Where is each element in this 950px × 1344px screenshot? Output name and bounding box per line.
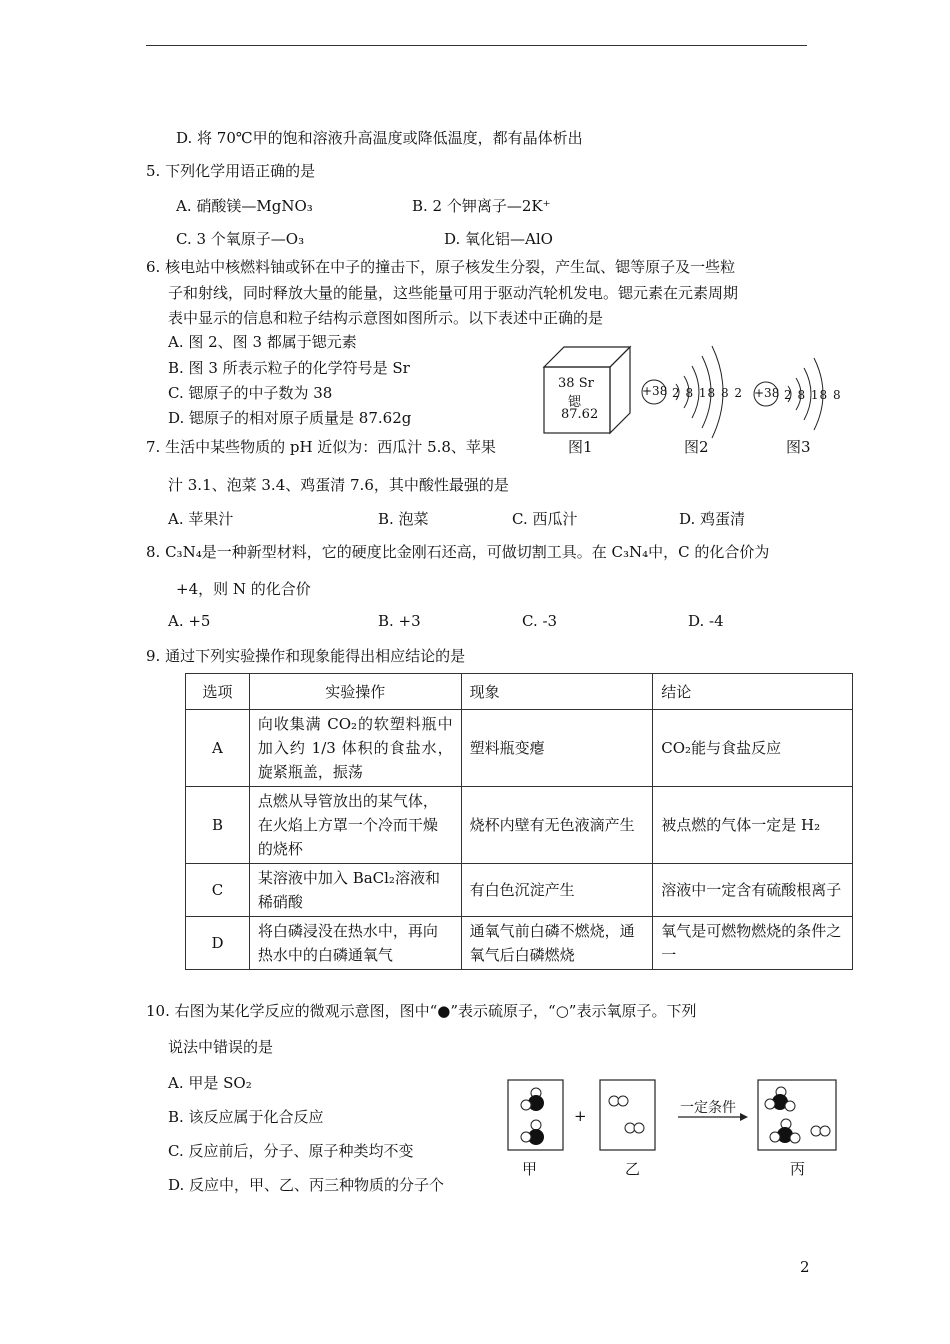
- q5-stem: 5. 下列化学用语正确的是: [146, 162, 316, 180]
- q8-option-b: B. +3: [378, 612, 421, 630]
- table-cell-operation: 某溶液中加入 BaCl₂溶液和稀硝酸: [249, 864, 461, 917]
- q7-option-c: C. 西瓜汁: [512, 510, 578, 528]
- table-cell-conclusion: 被点燃的气体一定是 H₂: [653, 787, 853, 864]
- box-yi: [600, 1080, 655, 1150]
- q10-stem-line2: 说法中错误的是: [168, 1038, 274, 1056]
- table-row: [186, 864, 853, 917]
- q8-stem-line2: +4，则 N 的化合价: [176, 580, 311, 598]
- table-cell-phenomenon: 有白色沉淀产生: [461, 864, 653, 917]
- q7-option-b: B. 泡菜: [378, 510, 429, 528]
- q6-option-a: A. 图 2、图 3 都属于锶元素: [168, 333, 357, 351]
- oxygen-atom: [634, 1123, 644, 1133]
- oxygen-atom: [531, 1120, 541, 1130]
- q10-stem-line1: 10. 右图为某化学反应的微观示意图，图中“●”表示硫原子，“○”表示氧原子。下列: [146, 1002, 697, 1020]
- table-cell-phenomenon: 通氧气前白磷不燃烧，通氧气后白磷燃烧: [461, 917, 653, 970]
- table-cell-option: D: [186, 917, 250, 970]
- header-rule: [146, 45, 807, 46]
- table-cell-conclusion: 氧气是可燃物燃烧的条件之一: [653, 917, 853, 970]
- ion-nucleus-charge: +38: [754, 386, 780, 400]
- q8-option-c: C. -3: [522, 612, 558, 630]
- q7-option-d: D. 鸡蛋清: [679, 510, 746, 528]
- table-cell-conclusion: CO₂能与食盐反应: [653, 710, 853, 787]
- oxygen-atom: [521, 1100, 531, 1110]
- oxygen-atom: [790, 1133, 800, 1143]
- table-cell-conclusion: 溶液中一定含有硫酸根离子: [653, 864, 853, 917]
- q5-option-c: C. 3 个氧原子—O₃: [176, 230, 305, 248]
- table-header-cell: 现象: [461, 674, 653, 710]
- label-yi: 乙: [625, 1160, 641, 1178]
- q9-stem: 9. 通过下列实验操作和现象能得出相应结论的是: [146, 647, 466, 665]
- plus-sign: +: [574, 1107, 587, 1125]
- oxygen-atom: [521, 1132, 531, 1142]
- q6-option-c: C. 锶原子的中子数为 38: [168, 384, 333, 402]
- table-header-cell: 实验操作: [249, 674, 461, 710]
- figure-1-label: 图1: [568, 438, 593, 456]
- table-cell-operation: 将白磷浸没在热水中，再向热水中的白磷通氧气: [249, 917, 461, 970]
- q6-option-d: D. 锶原子的相对原子质量是 87.62g: [168, 409, 412, 427]
- q7-option-a: A. 苹果汁: [168, 510, 234, 528]
- label-jia: 甲: [522, 1160, 538, 1178]
- atom-shell-electrons: 2 8 18 8 2: [672, 386, 744, 400]
- atom-nucleus-charge: +38: [642, 384, 668, 398]
- q6-stem-line2: 子和射线，同时释放大量的能量，这些能量可用于驱动汽轮机发电。锶元素在元素周期: [168, 284, 739, 302]
- q8-stem-line1: 8. C₃N₄是一种新型材料，它的硬度比金刚石还高，可做切割工具。在 C₃N₄中，C 的化合价为: [146, 543, 770, 561]
- figure-3-label: 图3: [786, 438, 811, 456]
- q10-option-b: B. 该反应属于化合反应: [168, 1108, 324, 1126]
- oxygen-atom: [820, 1126, 830, 1136]
- q5-option-b: B. 2 个钾离子—2K⁺: [412, 197, 551, 215]
- oxygen-atom: [618, 1096, 628, 1106]
- q5-option-d: D. 氧化铝—AlO: [444, 230, 553, 248]
- oxygen-atom: [770, 1132, 780, 1142]
- q6-stem-line3: 表中显示的信息和粒子结构示意图如图所示。以下表述中正确的是: [168, 309, 604, 327]
- table-row: [186, 917, 853, 970]
- table-cell-option: B: [186, 787, 250, 864]
- element-number: 38: [558, 376, 575, 391]
- element-cell-figure: [542, 345, 634, 437]
- figure-2-label: 图2: [684, 438, 709, 456]
- q5-option-a: A. 硝酸镁—MgNO₃: [176, 197, 313, 215]
- ion-shell-electrons: 2 8 18 8: [784, 388, 842, 402]
- table-cell-option: C: [186, 864, 250, 917]
- table-cell-phenomenon: 塑料瓶变瘪: [461, 710, 653, 787]
- oxygen-atom: [765, 1099, 775, 1109]
- table-row: [186, 710, 853, 787]
- table-header-cell: 选项: [186, 674, 250, 710]
- q4-option-d: D. 将 70℃甲的饱和溶液升高温度或降低温度，都有晶体析出: [176, 129, 583, 147]
- q6-stem-line1: 6. 核电站中核燃料铀或钚在中子的撞击下，原子核发生分裂，产生氙、锶等原子及一些粒: [146, 258, 736, 276]
- reaction-micro-diagram: [500, 1075, 845, 1155]
- table-cell-option: A: [186, 710, 250, 787]
- table-cell-phenomenon: 烧杯内壁有无色液滴产生: [461, 787, 653, 864]
- q7-stem-line1: 7. 生活中某些物质的 pH 近似为：西瓜汁 5.8、苹果: [146, 438, 496, 456]
- label-bing: 丙: [790, 1160, 806, 1178]
- oxygen-atom: [785, 1101, 795, 1111]
- element-name: 锶: [568, 395, 582, 410]
- q8-option-a: A. +5: [168, 612, 211, 630]
- table-cell-operation: 点燃从导管放出的某气体，在火焰上方罩一个冷而干燥的烧杯: [249, 787, 461, 864]
- q10-option-a: A. 甲是 SO₂: [168, 1074, 252, 1092]
- q8-option-d: D. -4: [688, 612, 724, 630]
- element-number-symbol: [558, 376, 594, 391]
- element-symbol: Sr: [578, 376, 594, 391]
- experiment-table: [185, 673, 853, 970]
- table-header-cell: 结论: [653, 674, 853, 710]
- table-row: [186, 787, 853, 864]
- table-cell-operation: 向收集满 CO₂的软塑料瓶中加入约 1/3 体积的食盐水，旋紧瓶盖，振荡: [249, 710, 461, 787]
- element-mass: 87.62: [561, 407, 599, 422]
- reaction-condition: 一定条件: [680, 1100, 736, 1116]
- page-number: 2: [800, 1258, 810, 1276]
- q7-stem-line2: 汁 3.1、泡菜 3.4、鸡蛋清 7.6，其中酸性最强的是: [168, 476, 509, 494]
- q10-option-c: C. 反应前后，分子、原子种类均不变: [168, 1142, 414, 1160]
- q6-option-b: B. 图 3 所表示粒子的化学符号是 Sr: [168, 359, 410, 377]
- table-header-row: [186, 674, 853, 710]
- q10-option-d: D. 反应中，甲、乙、丙三种物质的分子个: [168, 1176, 445, 1194]
